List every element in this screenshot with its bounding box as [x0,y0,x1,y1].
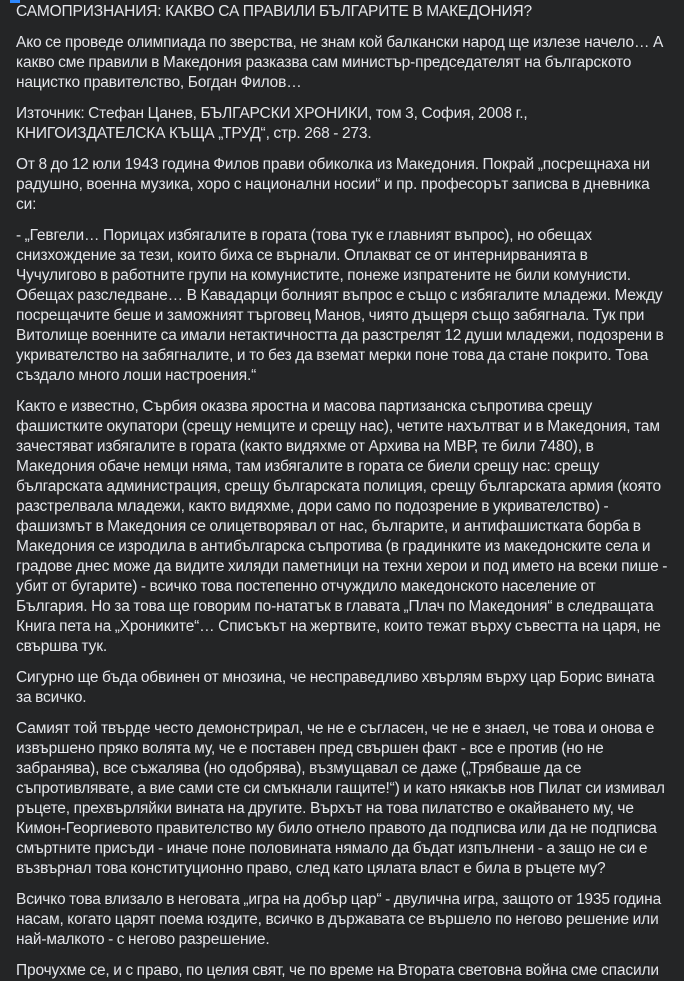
post-paragraph-quote: - „Гевгели… Порицах избягалите в гората (това тук е главният въпрос), но обещах снизхождение за тези, които биха се върнали. Оплакват се от интернирванията в Чучулигово в работните групи на комунистите, понеже изпратените не били комунисти. Обещах разследване… В Кавадарци болният въпрос е също с избягалите младежи. Между посрещачите беше и заможният търговец Манов, чиято дъщеря също забягнала. Тук при Витолище военните са имали нетактичността да разстрелят 12 души младежи, подозрени в укривателство на забягналите, и то без да вземат мерки поне това да стане покрито. Това създало много лоши настроения.“ [16,227,664,384]
post-paragraph-source: Източник: Стефан Цанев, БЪЛГАРСКИ ХРОНИКИ, том 3, София, 2008 г., КНИГОИЗДАТЕЛСКА КЪЩА „ТРУД“, стр. 268 - 273. [16,105,528,142]
post-paragraph-5: Както е известно, Сърбия оказва яростна и масова партизанска съпротива срещу фашистките окупатори (срещу немците и срещу нас), четите нахълтват и в Македония, там зачестяват избягалите в гората (както видяхме от Архива на МВР, те били 7480), в Македония обаче немци няма, там избягалите в гората се биели срещу нас: срещу българската администрация, срещу българската полиция, срещу българската армия (която разстрелвала младежи, както видяхме, дори само по подозрение в укривателство) - фашизмът в Македония се олицетворявал от нас, българите, и антифашистката борба в Македония се изродила в антибългарска съпротива (в градинките из македонските села и градове днес може да видите хиляди паметници на техни херои и под името на всеки пише - убит от бугарите) - всичко това постепенно отчуждило македонското население от България. Но за това ще говорим по-нататък в главата „Плач по Македония“ в следващата Книга пета на „Хрониките“… Списъкът на жертвите, които тежат върху съвестта на царя, не свършва тук. [16,398,668,655]
post-title: САМОПРИЗНАНИЯ: КАКВО СА ПРАВИЛИ БЪЛГАРИТЕ В МАКЕДОНИЯ? [16,3,533,20]
post-paragraph-1: Ако се проведе олимпиада по зверства, не знам кой балкански народ ще излезе начело… А какво сме правили в Македония разказва сам министър-председателят на българското нацистко правителство, Богдан Филов… [16,34,664,91]
post-paragraph-9: Прочухме се, и с право, по целия свят, че по време на Втората световна война сме спасили [16,962,659,979]
post-paragraph-3: От 8 до 12 юли 1943 година Филов прави обиколка из Македония. Покрай „посрещнаха ни радушно, военна музика, хоро с национални носии“ и пр. професорът записва в дневника си: [16,156,650,213]
post-paragraph-8: Всичко това влизало в неговата „игра на добър цар“ - двулична игра, защото от 1935 година насам, когато царят поема юздите, всичко в държавата се вършело по негово решение или най-малкото - с негово разрешение. [16,891,662,948]
post-paragraph-6: Сигурно ще бъда обвинен от мнозина, че несправедливо хвърлям върху цар Борис вината за всичко. [16,669,655,706]
post-paragraph-7: Самият той твърде често демонстрирал, че не е съгласен, че не е знаел, че това и онова е извършено пряко волята му, че е поставен пред свършен факт - все е против (но не забранява), все съжалява (но одобрява), възмущавал се даже („Трябваше да се съпротивлявате, а вие сами сте си смъкнали гащите!“) и като някакъв нов Пилат си измивал ръцете, прехвърляйки вината на другите. Върхът на това пилатство е окайването му, че Кимон-Георгиевото правителство му било отнело правото да подписва или да не подписва смъртните присъди - иначе поне половината нямало да бъдат изпълнени - а защо не си е възвърнал това конституционно право, след като цялата власт е била в ръцете му? [16,720,665,877]
scroll-indicator [10,0,20,3]
